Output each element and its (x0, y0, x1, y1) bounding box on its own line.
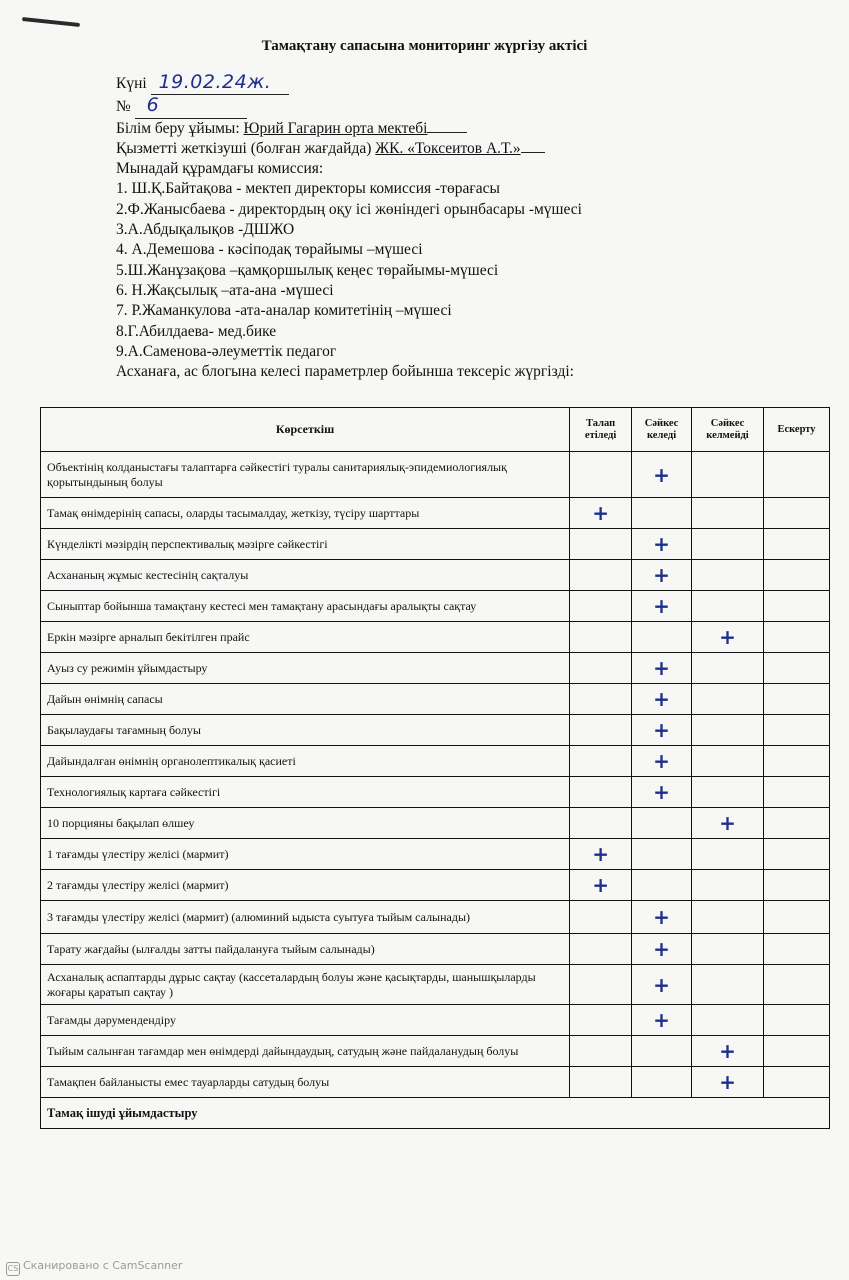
cell-compliant-mark: + (632, 901, 692, 934)
member-4: 4. А.Демешова - кәсіподақ төрайымы –мүшесі (116, 241, 423, 259)
cell-noncompliant-mark (692, 746, 764, 777)
cell-noncompliant-mark (692, 653, 764, 684)
row-indicator-label: 2 тағамды үлестіру желісі (мармит) (41, 870, 570, 901)
cell-noncompliant-mark (692, 715, 764, 746)
table-row (41, 529, 830, 560)
cell-compliant-mark: + (632, 715, 692, 746)
date-line (116, 72, 816, 95)
row-indicator-label: Асханалық аспаптарды дұрыс сақтау (кассеталардың болуы және қасықтарды, шанышқыларды жоғары қаратып сақтау ) (41, 965, 570, 1005)
cell-required-mark (570, 622, 632, 653)
table-row (41, 452, 830, 498)
cell-noncompliant-mark: + (692, 808, 764, 839)
cell-noncompliant-mark (692, 870, 764, 901)
cell-noncompliant-mark: + (692, 622, 764, 653)
cell-compliant-mark: + (632, 452, 692, 498)
member-2: 2.Ф.Жанысбаева - директордың оқу ісі жөніндегі орынбасары -мүшесі (116, 200, 582, 218)
table-row (41, 715, 830, 746)
table-row (41, 684, 830, 715)
supplier-value: ЖК. «Токсеитов А.Т.» (375, 139, 521, 157)
inspection-intro: Асханаға, ас блогына келесі параметрлер бойынша тексеріс жүргізді: (116, 363, 574, 381)
footer-section-label: Тамақ ішуді ұйымдастыру (41, 1098, 830, 1129)
cell-note-mark (764, 870, 830, 901)
member-1: 1. Ш.Қ.Байтақова - мектеп директоры комиссия -төрағасы (116, 180, 500, 198)
cell-note-mark (764, 622, 830, 653)
row-indicator-label: Еркін мәзірге арналып бекітілген прайс (41, 622, 570, 653)
camscanner-icon: CS (6, 1262, 20, 1276)
row-indicator-label: Технологиялық картаға сәйкестігі (41, 777, 570, 808)
cell-required-mark (570, 560, 632, 591)
cell-note-mark (764, 746, 830, 777)
cell-compliant-mark (632, 1036, 692, 1067)
row-indicator-label: Дайын өнімнің сапасы (41, 684, 570, 715)
cell-note-mark (764, 965, 830, 1005)
cell-compliant-mark (632, 1067, 692, 1098)
document-title: Тамақтану сапасына мониторинг жүргізу актісі (261, 38, 588, 54)
cell-noncompliant-mark: + (692, 1067, 764, 1098)
cell-note-mark (764, 1036, 830, 1067)
cell-compliant-mark: + (632, 965, 692, 1005)
cell-noncompliant-mark (692, 529, 764, 560)
row-indicator-label: Бақылаудағы тағамның болуы (41, 715, 570, 746)
cell-noncompliant-mark (692, 498, 764, 529)
row-indicator-label: Тамақ өнімдерінің сапасы, оларды тасымалдау, жеткізу, түсіру шарттары (41, 498, 570, 529)
cell-compliant-mark (632, 839, 692, 870)
cell-required-mark (570, 808, 632, 839)
table-row (41, 965, 830, 1005)
cell-noncompliant-mark: + (692, 1036, 764, 1067)
cell-note-mark (764, 808, 830, 839)
header-note: Ескерту (764, 408, 830, 452)
header-noncompliant: Сәйкес келмейді (692, 408, 764, 452)
cell-required-mark (570, 715, 632, 746)
cell-noncompliant-mark (692, 901, 764, 934)
cell-noncompliant-mark (692, 560, 764, 591)
table-row (41, 777, 830, 808)
cell-required-mark (570, 777, 632, 808)
header-block (116, 72, 816, 382)
table-row (41, 653, 830, 684)
cell-required-mark (570, 591, 632, 622)
cell-note-mark (764, 452, 830, 498)
table-row (41, 1067, 830, 1098)
row-indicator-label: 1 тағамды үлестіру желісі (мармит) (41, 839, 570, 870)
table-row (41, 746, 830, 777)
cell-note-mark (764, 498, 830, 529)
table-row (41, 560, 830, 591)
table-row (41, 622, 830, 653)
table-row (41, 1005, 830, 1036)
date-label: Күні (116, 75, 147, 92)
row-indicator-label: Тамақпен байланысты емес тауарларды сатудың болуы (41, 1067, 570, 1098)
cell-note-mark (764, 777, 830, 808)
cell-note-mark (764, 839, 830, 870)
table-footer-row (41, 1098, 830, 1129)
cell-compliant-mark: + (632, 684, 692, 715)
cell-required-mark (570, 965, 632, 1005)
cell-compliant-mark: + (632, 777, 692, 808)
cell-note-mark (764, 901, 830, 934)
org-label: Білім беру ұйымы: (116, 119, 240, 137)
cell-noncompliant-mark (692, 934, 764, 965)
table-row (41, 901, 830, 934)
row-indicator-label: 3 тағамды үлестіру желісі (мармит) (алюминий ыдыста суытуға тыйым салынады) (41, 901, 570, 934)
cell-noncompliant-mark (692, 1005, 764, 1036)
header-compliant: Сәйкес келеді (632, 408, 692, 452)
cell-compliant-mark (632, 808, 692, 839)
row-indicator-label: Ауыз су режимін ұйымдастыру (41, 653, 570, 684)
cell-compliant-mark (632, 622, 692, 653)
cell-required-mark (570, 684, 632, 715)
table-header-row (41, 408, 830, 452)
cell-noncompliant-mark (692, 839, 764, 870)
cell-required-mark (570, 653, 632, 684)
cell-noncompliant-mark (692, 684, 764, 715)
table-row (41, 498, 830, 529)
cell-required-mark: + (570, 839, 632, 870)
table-row (41, 934, 830, 965)
cell-note-mark (764, 591, 830, 622)
cell-compliant-mark: + (632, 653, 692, 684)
cell-required-mark (570, 529, 632, 560)
table-row (41, 808, 830, 839)
cell-noncompliant-mark (692, 777, 764, 808)
cell-compliant-mark: + (632, 560, 692, 591)
org-value: Юрий Гагарин орта мектебі (243, 119, 428, 137)
row-indicator-label: Күнделікті мәзірдің перспективалық мәзірге сәйкестігі (41, 529, 570, 560)
inspection-table (40, 407, 830, 1129)
watermark-text: Сканировано с CamScanner (23, 1259, 183, 1272)
cell-required-mark: + (570, 498, 632, 529)
supplier-label: Қызметті жеткізуші (болған жағдайда) (116, 139, 372, 157)
org-line (116, 119, 816, 139)
cell-required-mark (570, 452, 632, 498)
cell-required-mark (570, 1036, 632, 1067)
member-8: 8.Г.Абилдаева- мед.бике (116, 322, 277, 340)
cell-noncompliant-mark (692, 591, 764, 622)
cell-note-mark (764, 529, 830, 560)
row-indicator-label: Сыныптар бойынша тамақтану кестесі мен тамақтану арасындағы аралықты сақтау (41, 591, 570, 622)
cell-compliant-mark: + (632, 1005, 692, 1036)
cell-compliant-mark: + (632, 934, 692, 965)
cell-note-mark (764, 1005, 830, 1036)
row-indicator-label: Тарату жағдайы (ылғалды затты пайдалануға тыйым салынады) (41, 934, 570, 965)
camscanner-watermark (6, 1259, 182, 1276)
cell-note-mark (764, 653, 830, 684)
cell-required-mark: + (570, 870, 632, 901)
row-indicator-label: Асхананың жұмыс кестесінің сақталуы (41, 560, 570, 591)
number-line (116, 95, 816, 118)
scan-pen-mark (22, 17, 80, 27)
cell-note-mark (764, 715, 830, 746)
commission-intro: Мынадай құрамдағы комиссия: (116, 160, 324, 178)
cell-compliant-mark (632, 870, 692, 901)
date-value: 19.02.24ж. (158, 71, 272, 93)
cell-compliant-mark: + (632, 591, 692, 622)
number-label: № (116, 98, 131, 116)
header-required: Талап етіледі (570, 408, 632, 452)
table-row (41, 870, 830, 901)
row-indicator-label: Тыйым салынған тағамдар мен өнімдерді дайындаудың, сатудың және пайдаланудың болуы (41, 1036, 570, 1067)
member-7: 7. Р.Жаманкулова -ата-аналар комитетінің –мүшесі (116, 302, 452, 320)
row-indicator-label: Тағамды дәрумендендіру (41, 1005, 570, 1036)
cell-note-mark (764, 1067, 830, 1098)
cell-compliant-mark: + (632, 529, 692, 560)
number-value: 6 (146, 94, 160, 117)
table-row (41, 1036, 830, 1067)
cell-noncompliant-mark (692, 452, 764, 498)
cell-noncompliant-mark (692, 965, 764, 1005)
cell-note-mark (764, 684, 830, 715)
cell-required-mark (570, 934, 632, 965)
cell-required-mark (570, 1067, 632, 1098)
row-indicator-label: 10 порцияны бақылап өлшеу (41, 808, 570, 839)
table-row (41, 839, 830, 870)
cell-note-mark (764, 560, 830, 591)
member-3: 3.А.Абдықалықов -ДШЖО (116, 221, 295, 239)
header-indicator: Көрсеткіш (41, 408, 570, 452)
member-6: 6. Н.Жақсылық –ата-ана -мүшесі (116, 281, 334, 299)
member-9: 9.А.Саменова-әлеуметтік педагог (116, 342, 337, 360)
row-indicator-label: Объектінің колданыстағы талаптарға сәйкестігі туралы санитариялық-эпидемиологиялық қорытындының болуы (41, 452, 570, 498)
cell-required-mark (570, 1005, 632, 1036)
cell-compliant-mark (632, 498, 692, 529)
cell-compliant-mark: + (632, 746, 692, 777)
member-5: 5.Ш.Жанұзақова –қамқоршылық кеңес төрайымы-мүшесі (116, 261, 499, 279)
cell-required-mark (570, 746, 632, 777)
supplier-line (116, 139, 816, 159)
cell-note-mark (764, 934, 830, 965)
cell-required-mark (570, 901, 632, 934)
table-row (41, 591, 830, 622)
row-indicator-label: Дайындалған өнімнің органолептикалық қасиеті (41, 746, 570, 777)
